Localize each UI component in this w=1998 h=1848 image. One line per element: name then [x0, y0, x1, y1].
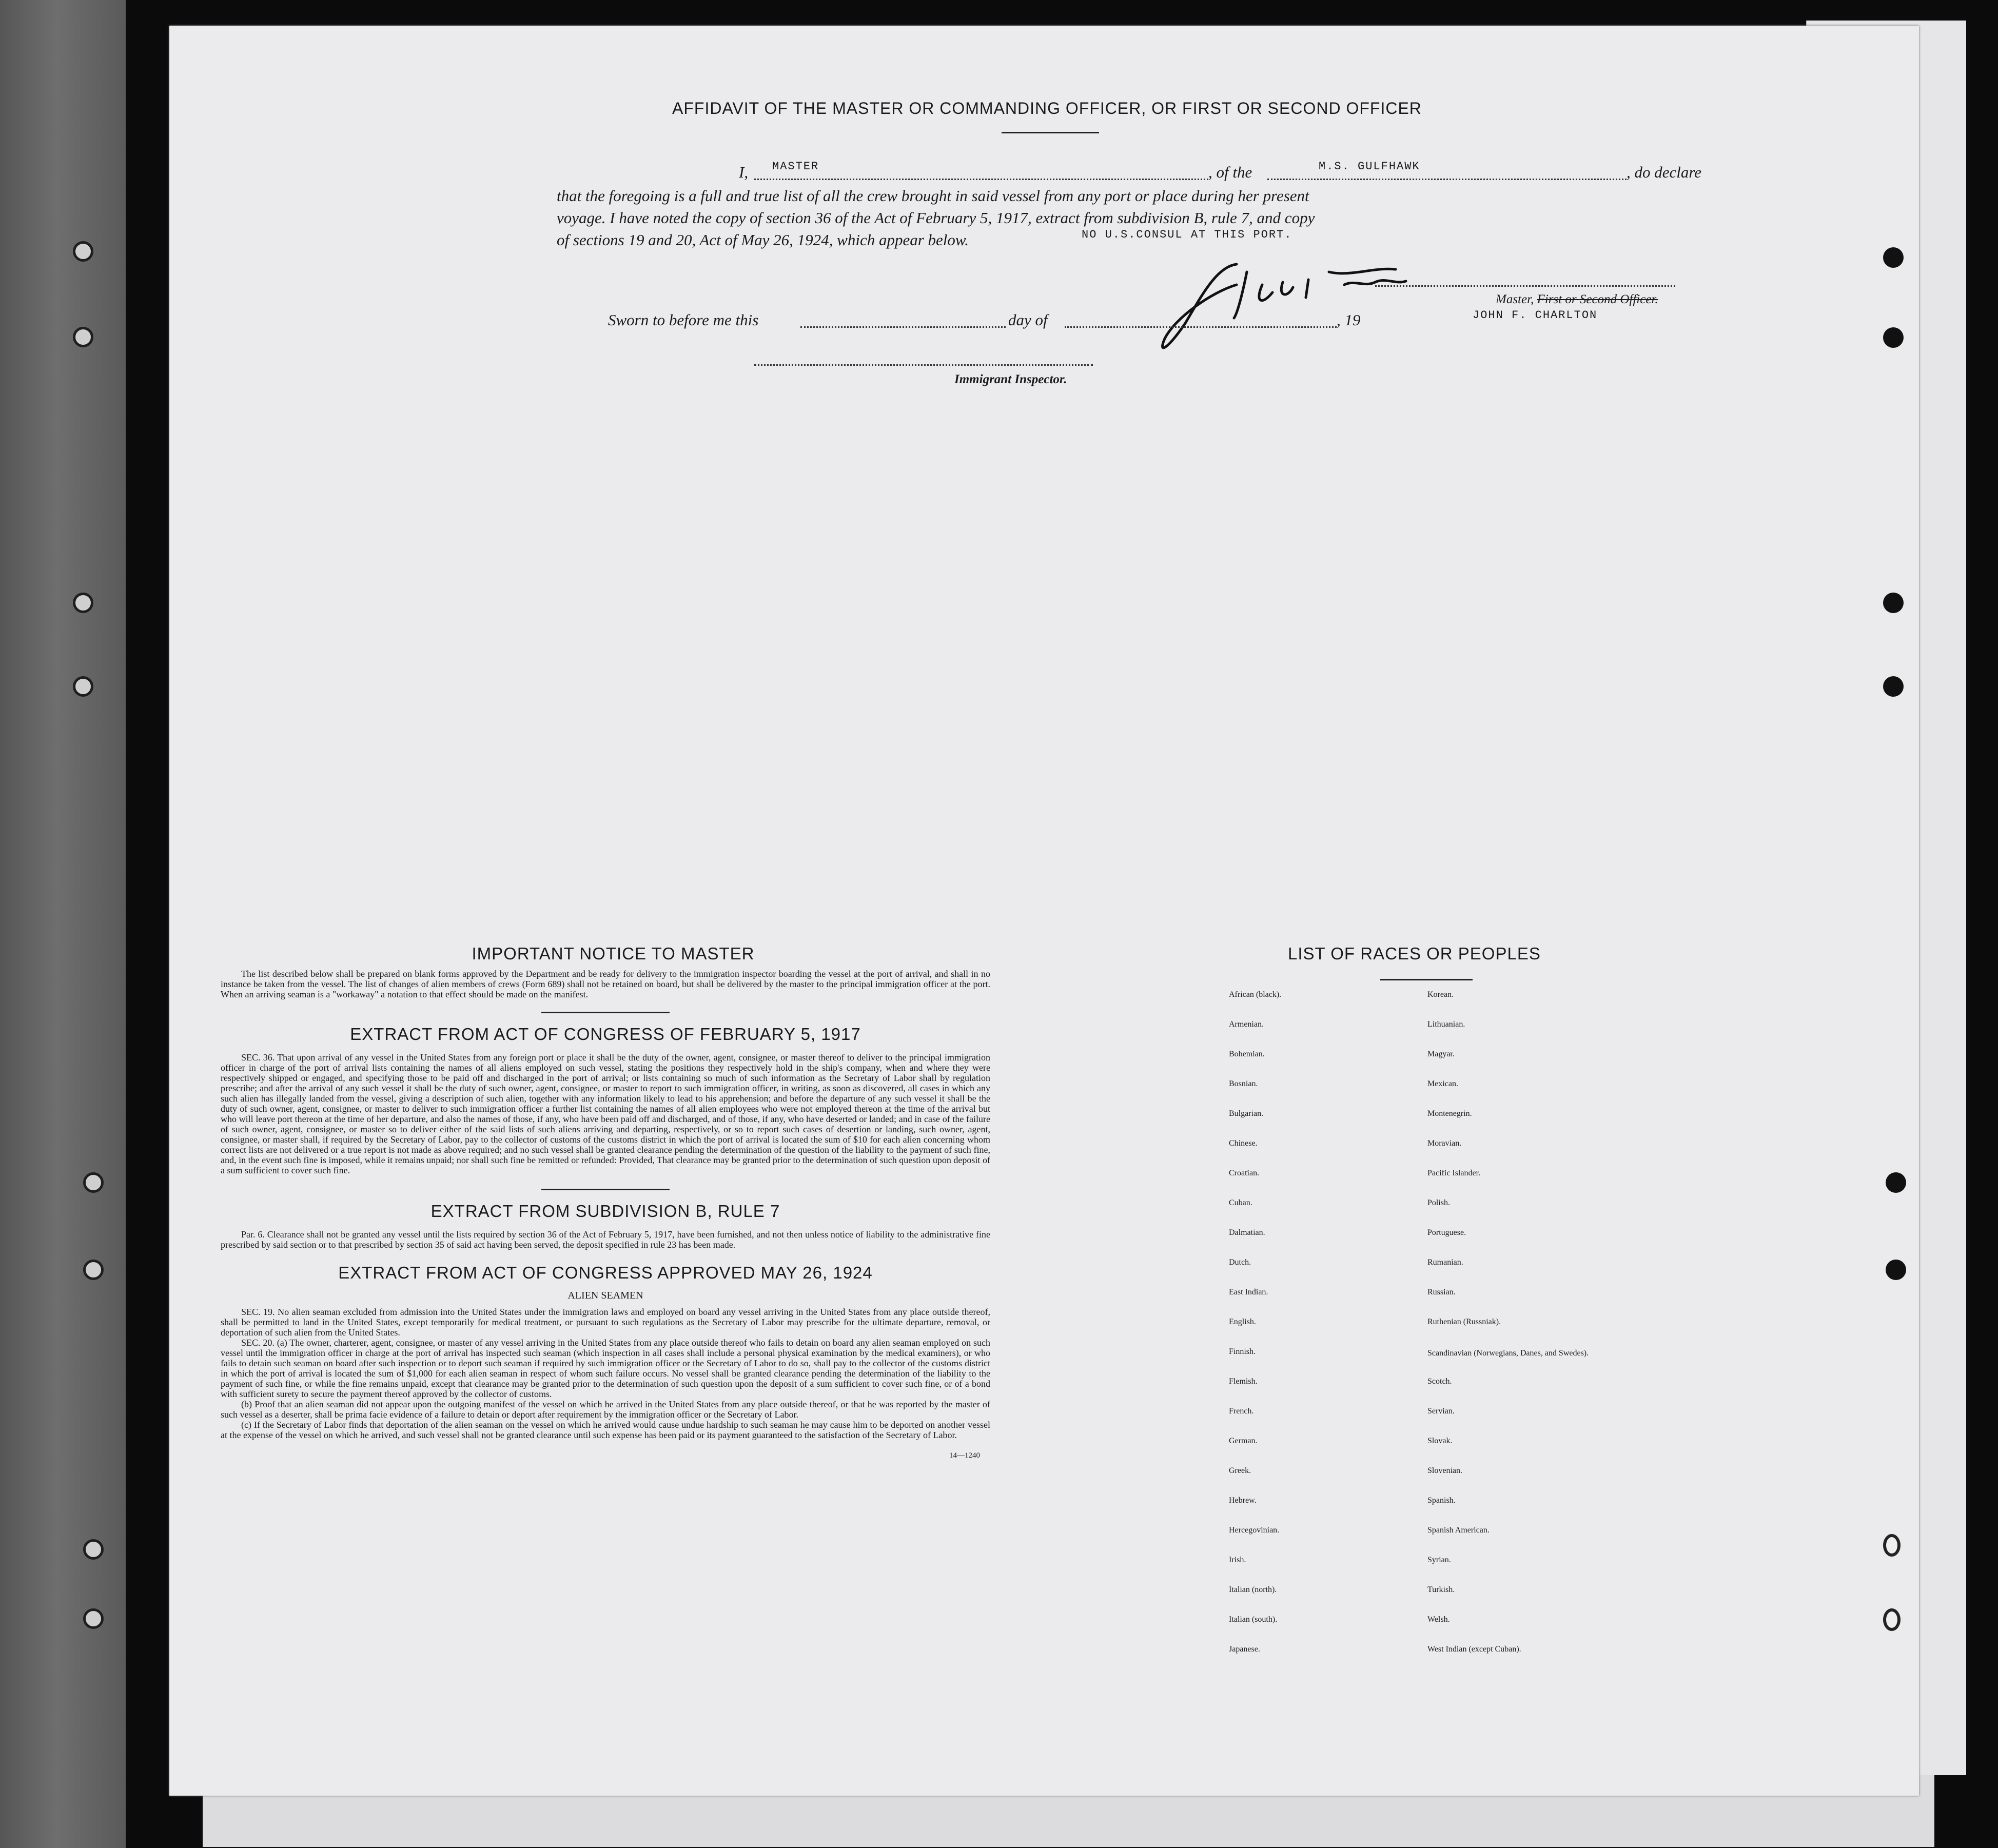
rule-7-heading: EXTRACT FROM SUBDIVISION B, RULE 7 — [430, 1202, 780, 1221]
race-item-right: Ruthenian (Russniak). — [1427, 1318, 1501, 1326]
notice-heading: IMPORTANT NOTICE TO MASTER — [472, 944, 755, 963]
consul-note: NO U.S.CONSUL AT THIS PORT. — [1082, 228, 1292, 241]
signature-line — [1375, 285, 1675, 287]
sworn-day-line — [800, 326, 1006, 328]
punch-hole — [1883, 593, 1904, 613]
race-item-right: Slovak. — [1427, 1437, 1453, 1445]
race-item-left: Greek. — [1229, 1466, 1251, 1475]
race-item-right: Mexican. — [1427, 1079, 1458, 1088]
day-of-label: day of — [1008, 311, 1048, 329]
race-item-left: English. — [1229, 1318, 1256, 1326]
binder-hole — [73, 241, 93, 262]
punch-hole — [1883, 676, 1904, 697]
race-item-left: Chinese. — [1229, 1139, 1258, 1148]
act-1917-heading: EXTRACT FROM ACT OF CONGRESS OF FEBRUARY 5, 1917 — [350, 1025, 861, 1044]
divider — [541, 1189, 670, 1190]
punch-hole — [1883, 1608, 1901, 1631]
signature-text: John F. Charlton — [1262, 282, 1267, 283]
race-item-left: Italian (south). — [1229, 1615, 1278, 1624]
race-item-right: Moravian. — [1427, 1139, 1462, 1148]
punch-hole — [1886, 1260, 1906, 1280]
race-item-right: Polish. — [1427, 1198, 1451, 1207]
title-underline — [1002, 132, 1099, 133]
binder-hole — [73, 327, 93, 347]
form-number: 14—1240 — [949, 1451, 980, 1460]
declaration-line-4: of sections 19 and 20, Act of May 26, 1924, which appear below. — [557, 231, 969, 249]
race-item-left: French. — [1229, 1407, 1254, 1416]
races-underline — [1380, 979, 1473, 980]
race-item-left: East Indian. — [1229, 1288, 1268, 1296]
officer-title-line — [754, 179, 1208, 180]
race-item-left: Bulgarian. — [1229, 1109, 1264, 1118]
race-item-left: Hebrew. — [1229, 1496, 1257, 1505]
race-item-left: Armenian. — [1229, 1020, 1264, 1029]
race-item-right: Pacific Islander. — [1427, 1169, 1481, 1177]
race-item-right: Scandinavian (Norwegians, Danes, and Swedes). — [1427, 1349, 1589, 1358]
sec-19-text: SEC. 19. No alien seaman excluded from admission into the United States under the immigration laws and employed on board any vessel arriving in the United States from any place outside thereof, shall be permitted to land in the United States, except temporarily for medical treatment, or pursuant to such regulations as the Secretary of Labor may prescribe for the ultimate departure, removal, or deportation of such alien from the United States. — [221, 1307, 990, 1338]
rule-7-text: Par. 6. Clearance shall not be granted any vessel until the lists required by section 36 of the Act of February 5, 1917, have been furnished, and not then unless notice of liability to the administrative fine prescribed by said section or to that prescribed by section 35 of said act having been served, the deposit specified in rule 23 has been made. — [221, 1229, 990, 1250]
inspector-line — [754, 364, 1093, 366]
punch-hole — [1883, 1534, 1901, 1557]
race-item-right: West Indian (except Cuban). — [1427, 1645, 1521, 1654]
notice-column — [221, 944, 990, 1460]
race-item-right: Spanish. — [1427, 1496, 1456, 1505]
race-item-right: Lithuanian. — [1427, 1020, 1465, 1029]
race-item-left: African (black). — [1229, 990, 1282, 999]
do-declare-label: , do declare — [1627, 163, 1702, 181]
signer-role-prefix: Master, — [1496, 292, 1534, 306]
race-item-right: Servian. — [1427, 1407, 1455, 1416]
of-the-label: , of the — [1208, 163, 1252, 181]
race-item-left: Croatian. — [1229, 1169, 1260, 1177]
punch-hole — [1883, 247, 1904, 268]
signer-role — [1496, 292, 1658, 307]
binder-hole — [73, 676, 93, 697]
race-item-left: Japanese. — [1229, 1645, 1260, 1654]
race-item-right: Slovenian. — [1427, 1466, 1462, 1475]
race-item-right: Russian. — [1427, 1288, 1456, 1296]
i-label: I, — [739, 163, 749, 181]
vessel-line — [1267, 179, 1627, 180]
alien-seamen-heading: ALIEN SEAMEN — [567, 1290, 643, 1301]
act-1924-heading: EXTRACT FROM ACT OF CONGRESS APPROVED MAY 26, 1924 — [338, 1263, 873, 1282]
binder-hole — [83, 1260, 104, 1280]
sec-20b-text: (b) Proof that an alien seaman did not appear upon the outgoing manifest of the vessel on which he arrived in the United States from any place outside thereof, or that he was reported by the master of such vessel as a deserter, shall be prima facie evidence of a failure to detain or deport after requirement by the immigration officer or the Secretary of Labor. — [221, 1399, 990, 1420]
manifest-page — [169, 26, 1919, 1796]
binder-hole — [83, 1172, 104, 1193]
race-item-right: Spanish American. — [1427, 1526, 1490, 1535]
race-item-left: Flemish. — [1229, 1377, 1258, 1386]
race-item-right: Scotch. — [1427, 1377, 1452, 1386]
race-item-left: Cuban. — [1229, 1198, 1252, 1207]
race-item-right: Turkish. — [1427, 1585, 1455, 1594]
signer-role-struck: First or Second Officer. — [1537, 292, 1658, 306]
race-item-right: Portuguese. — [1427, 1228, 1466, 1237]
race-item-left: Bosnian. — [1229, 1079, 1258, 1088]
race-item-left: Finnish. — [1229, 1347, 1256, 1356]
race-item-left: Dutch. — [1229, 1258, 1251, 1267]
notice-text: The list described below shall be prepared on blank forms approved by the Department and be ready for delivery to the immigration inspector boarding the vessel at the port of arrival, and shall in no instance be taken from the vessel. The list of changes of alien members of crews (Form 689) shall not be retained on board, but shall be delivered by the master to the principal immigration officer at the port. When an arriving seaman is a "workaway" a notation to that effect should be made on the manifest. — [221, 969, 990, 999]
inspector-label: Immigrant Inspector. — [954, 372, 1067, 386]
sworn-month-line — [1065, 326, 1337, 328]
sworn-label: Sworn to before me this — [608, 311, 759, 329]
binder-strip — [0, 0, 126, 1848]
race-item-right: Montenegrin. — [1427, 1109, 1472, 1118]
races-heading: LIST OF RACES OR PEOPLES — [1288, 944, 1541, 963]
race-item-right: Syrian. — [1427, 1556, 1451, 1564]
race-item-right: Rumanian. — [1427, 1258, 1463, 1267]
race-item-left: Italian (north). — [1229, 1585, 1277, 1594]
declaration-line-2: that the foregoing is a full and true list of all the crew brought in said vessel from any port or place during her present — [557, 187, 1309, 205]
race-item-left: Bohemian. — [1229, 1050, 1265, 1058]
binder-hole — [83, 1608, 104, 1629]
punch-hole — [1886, 1172, 1906, 1193]
sec-20c-text: (c) If the Secretary of Labor finds that deportation of the alien seaman on the vessel on which he arrived would cause undue hardship to such seaman he may cause him to be deported on another vessel at the expense of the vessel on which he arrived, and such vessel shall not be granted clearance until such expense has been paid or its payment guaranteed to the satisfaction of the Secretary of Labor. — [221, 1420, 990, 1440]
race-item-left: Irish. — [1229, 1556, 1246, 1564]
binder-hole — [73, 593, 93, 613]
act-1917-text: SEC. 36. That upon arrival of any vessel in the United States from any foreign port or place it shall be the duty of the owner, agent, consignee, or master thereof to deliver to the principal immigration officer in charge of the port of arrival lists containing the names of all aliens employed on such vessel, stating the positions they respectively hold in the ship's company, when and where they were respectively shipped or engaged, and specifying those to be paid off and discharged in the port of arrival; or lists containing so much of such information as the Secretary of Labor shall by regulation prescribe; and after the arrival of any such vessel it shall be the duty of such owner, agent, consignee, or master to report to such immigration officer, in writing, as soon as discovered, all cases in which any such alien has illegally landed from the vessel, giving a description of such alien, together with any information likely to lead to his apprehension; and before the departure of any such vessel it shall be the duty of such owner, agent, consignee, or master to deliver to such immigration officer a further list containing the names of all alien employees who were not employed thereon at the time of the arrival but who will leave port thereon at the time of her departure, and also the names of those, if any, who have been paid off and discharged, and of those, if any, who have deserted or landed; and in case of the failure of such owner, agent, consignee, or master so to deliver either of the said lists of such aliens arriving and departing, respectively, or so to report such cases of desertion or landing, such owner, agent, consignee, or master shall, if required by the Secretary of Labor, pay to the collector of customs of the customs district in which the port of arrival is located the sum of $10 for each alien concerning whom correct lists are not delivered or a true report is not made as above required; and no such vessel shall be granted clearance pending the determination of the question of the liability to the payment of such fine, and, in the event such fine is imposed, while it remains unpaid; nor shall such fine be remitted or refunded: Provided, That clearance may be granted prior to the determination of such question upon deposit of a sum sufficient to cover such fine. — [221, 1052, 990, 1175]
officer-title-value: MASTER — [772, 160, 819, 173]
race-item-right: Welsh. — [1427, 1615, 1450, 1624]
vessel-value: M.S. GULFHAWK — [1319, 160, 1420, 173]
race-item-right: Magyar. — [1427, 1050, 1455, 1058]
race-item-left: German. — [1229, 1437, 1258, 1445]
signature — [1108, 236, 1421, 364]
race-item-right: Korean. — [1427, 990, 1454, 999]
punch-hole — [1883, 327, 1904, 348]
signer-name: JOHN F. CHARLTON — [1473, 309, 1598, 322]
race-item-left: Dalmatian. — [1229, 1228, 1265, 1237]
year-prefix: , 19 — [1337, 311, 1361, 329]
race-item-left: Hercegovinian. — [1229, 1526, 1280, 1535]
declaration-line-3: voyage. I have noted the copy of section 36 of the Act of February 5, 1917, extract from subdivision B, rule 7, and copy — [557, 209, 1315, 227]
sec-20a-text: SEC. 20. (a) The owner, charterer, agent, consignee, or master of any vessel arriving in the United States from any place outside thereof who fails to detain on board any alien seaman employed on such vessel until the immigration officer in charge at the port of arrival has inspected such seaman (which inspection in all cases shall include a personal physical examination by the medical examiners), or who fails to detain such seaman on board after such inspection or to deport such seaman if required by such immigration officer or the Secretary of Labor to do so, shall pay to the collector of the customs district in which the port of arrival is located the sum of $1,000 for each alien seaman in respect of whom such failure occurs. No vessel shall be granted clearance pending the determination of the liability to the payment of such fine, or while the fine remains unpaid, except that clearance may be granted prior to the determination of such question upon the deposit of a sum sufficient to cover such fine, or of a bond with sufficient surety to secure the payment thereof approved by the collector of customs. — [221, 1338, 990, 1399]
divider — [541, 1012, 670, 1013]
affidavit-title: AFFIDAVIT OF THE MASTER OR COMMANDING OFFICER, OR FIRST OR SECOND OFFICER — [672, 99, 1422, 117]
binder-hole — [83, 1539, 104, 1560]
